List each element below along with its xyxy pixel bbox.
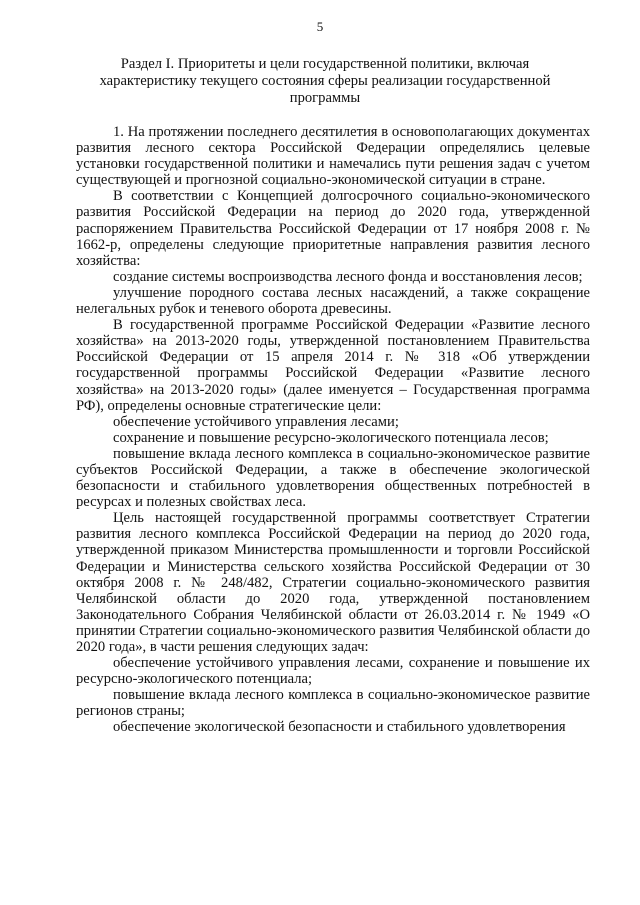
paragraph: обеспечение экологической безопасности и стабильного удовлетворения (113, 719, 566, 736)
section-title: Раздел I. Приоритеты и цели государственной политики, включая характеристику текущего состояния сферы реализации государственной программы (99, 56, 551, 106)
paragraph: сохранение и повышение ресурсно-экологического потенциала лесов; (113, 429, 549, 446)
paragraph: обеспечение устойчивого управления лесами; (113, 413, 399, 430)
paragraph: В государственной программе Российской Федерации «Развитие лесного хозяйства» на 2013-2020 годы, утвержденной постановлением Правительства Российской Федерации от 15 апреля 2014 г. № 318 «Об утверждении государственной программы Российской Федерации «Развитие лесного хозяйства» на 2013-2020 годы» (далее именуется – Государственная программа РФ), определены основные стратегические цели: (76, 317, 590, 414)
paragraph: В соответствии с Концепцией долгосрочного социально-экономического развития Российской Федерации на период до 2020 года, утвержденной распоряжением Правительства Российской Федерации от 17 ноября 2008 г. № 1662-р, определены следующие приоритетные направления развития лесного хозяйства: (76, 188, 590, 269)
paragraph: улучшение породного состава лесных насаждений, а также сокращение нелегальных рубок и теневого оборота древесины. (76, 284, 590, 318)
paragraph: Цель настоящей государственной программы соответствует Стратегии развития лесного комплекса Российской Федерации на период до 2020 года, утвержденной приказом Министерства промышленности и торговли Российской Федерации и Министерства сельского хозяйства Российской Федерации от 30 октября 2008 г. № 248/482, Стратегии социально-экономического развития Челябинской области до 2020 года, утвержденной постановлением Законодательного Собрания Челябинской области от 26.03.2014 г. № 1949 «О принятии Стратегии социально-экономического развития Челябинской области до 2020 года», в части решения следующих задач: (76, 510, 590, 655)
paragraph: обеспечение устойчивого управления лесами, сохранение и повышение их ресурсно-экологического потенциала; (76, 655, 590, 688)
paragraph: создание системы воспроизводства лесного фонда и восстановления лесов; (113, 268, 583, 285)
document-body (76, 124, 590, 736)
paragraph: повышение вклада лесного комплекса в социально-экономическое развитие регионов страны; (76, 687, 590, 720)
paragraph: 1. На протяжении последнего десятилетия в основополагающих документах развития лесного сектора Российской Федерации определялись целевые установки государственной политики и намечались пути решения задач с учетом существующей и прогнозной социально-экономической ситуации в стране. (76, 124, 590, 189)
paragraph: повышение вклада лесного комплекса в социально-экономическое развитие субъектов Российской Федерации, а также в обеспечение экологической безопасности и стабильного удовлетворения общественных потребностей в ресурсах и полезных свойствах леса. (76, 445, 590, 511)
page-number: 5 (316, 19, 324, 34)
